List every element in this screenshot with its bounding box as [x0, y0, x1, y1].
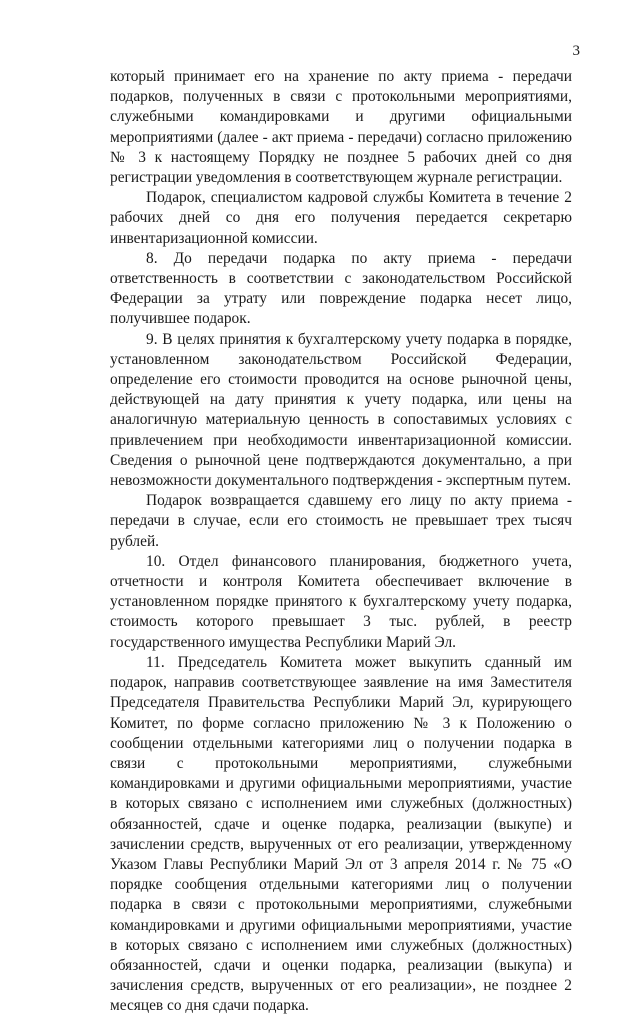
- page-number: 3: [572, 43, 580, 59]
- paragraph-item-10: 10. Отдел финансового планирования, бюджетного учета, отчетности и контроля Комитета обеспечивает включение в установленном порядке принятого к бухгалтерскому учету подарка, стоимость которого превышает 3 тыс. рублей, в реестр государственного имущества Республики Марий Эл.: [110, 552, 572, 651]
- document-body: [110, 67, 572, 1017]
- paragraph-item-11: 11. Председатель Комитета может выкупить сданный им подарок, направив соответствующее заявление на имя Заместителя Председателя Правительства Республики Марий Эл, курирующего Комитет, по форме согласно приложению № 3 к Положению о сообщении отдельными категориями лиц о получении подарка в связи с протокольными мероприятиями, служебными командировками и другими официальными мероприятиями, участие в которых связано с исполнением ими служебных (должностных) обязанностей, сдаче и оценке подарка, реализации (выкупе) и зачислении средств, вырученных от его реализации, утвержденному Указом Главы Республики Марий Эл от 3 апреля 2014 г. № 75 «О порядке сообщения отдельными категориями лиц о получении подарка в связи с протокольными мероприятиями, служебными командировками и другими официальными мероприятиями, участие в которых связано с исполнением ими служебных (должностных) обязанностей, сдачи и оценки подарка, реализации (выкупа) и зачисления средств, вырученных от его реализации», не позднее 2 месяцев со дня сдачи подарка.: [110, 653, 572, 1015]
- paragraph-gift-transfer: Подарок, специалистом кадровой службы Комитета в течение 2 рабочих дней со дня его получения передается секретарю инвентаризационной комиссии.: [110, 189, 572, 247]
- paragraph-item-8: 8. До передачи подарка по акту приема - передачи ответственность в соответствии с законодательством Российской Федерации за утрату или повреждение подарка несет лицо, получившее подарок.: [110, 249, 572, 328]
- paragraph-item-9: 9. В целях принятия к бухгалтерскому учету подарка в порядке, установленном законодательством Российской Федерации, определение его стоимости проводится на основе рыночной цены, действующей на дату принятия к учету подарка, или цены на аналогичную материальную ценность в сопоставимых условиях с привлечением при необходимости инвентаризационной комиссии. Сведения о рыночной цене подтверждаются документально, а при невозможности документального подтверждения - экспертным путем.: [110, 330, 572, 490]
- paragraph-continuation: который принимает его на хранение по акту приема - передачи подарков, полученных в связи с протокольными мероприятиями, служебными командировками и другими официальными мероприятиями (далее - акт приема - передачи) согласно приложению № 3 к настоящему Порядку не позднее 5 рабочих дней со дня регистрации уведомления в соответствующем журнале регистрации.: [110, 68, 572, 187]
- paragraph-gift-return: Подарок возвращается сдавшему его лицу по акту приема - передачи в случае, если его стоимость не превышает трех тысяч рублей.: [110, 492, 572, 550]
